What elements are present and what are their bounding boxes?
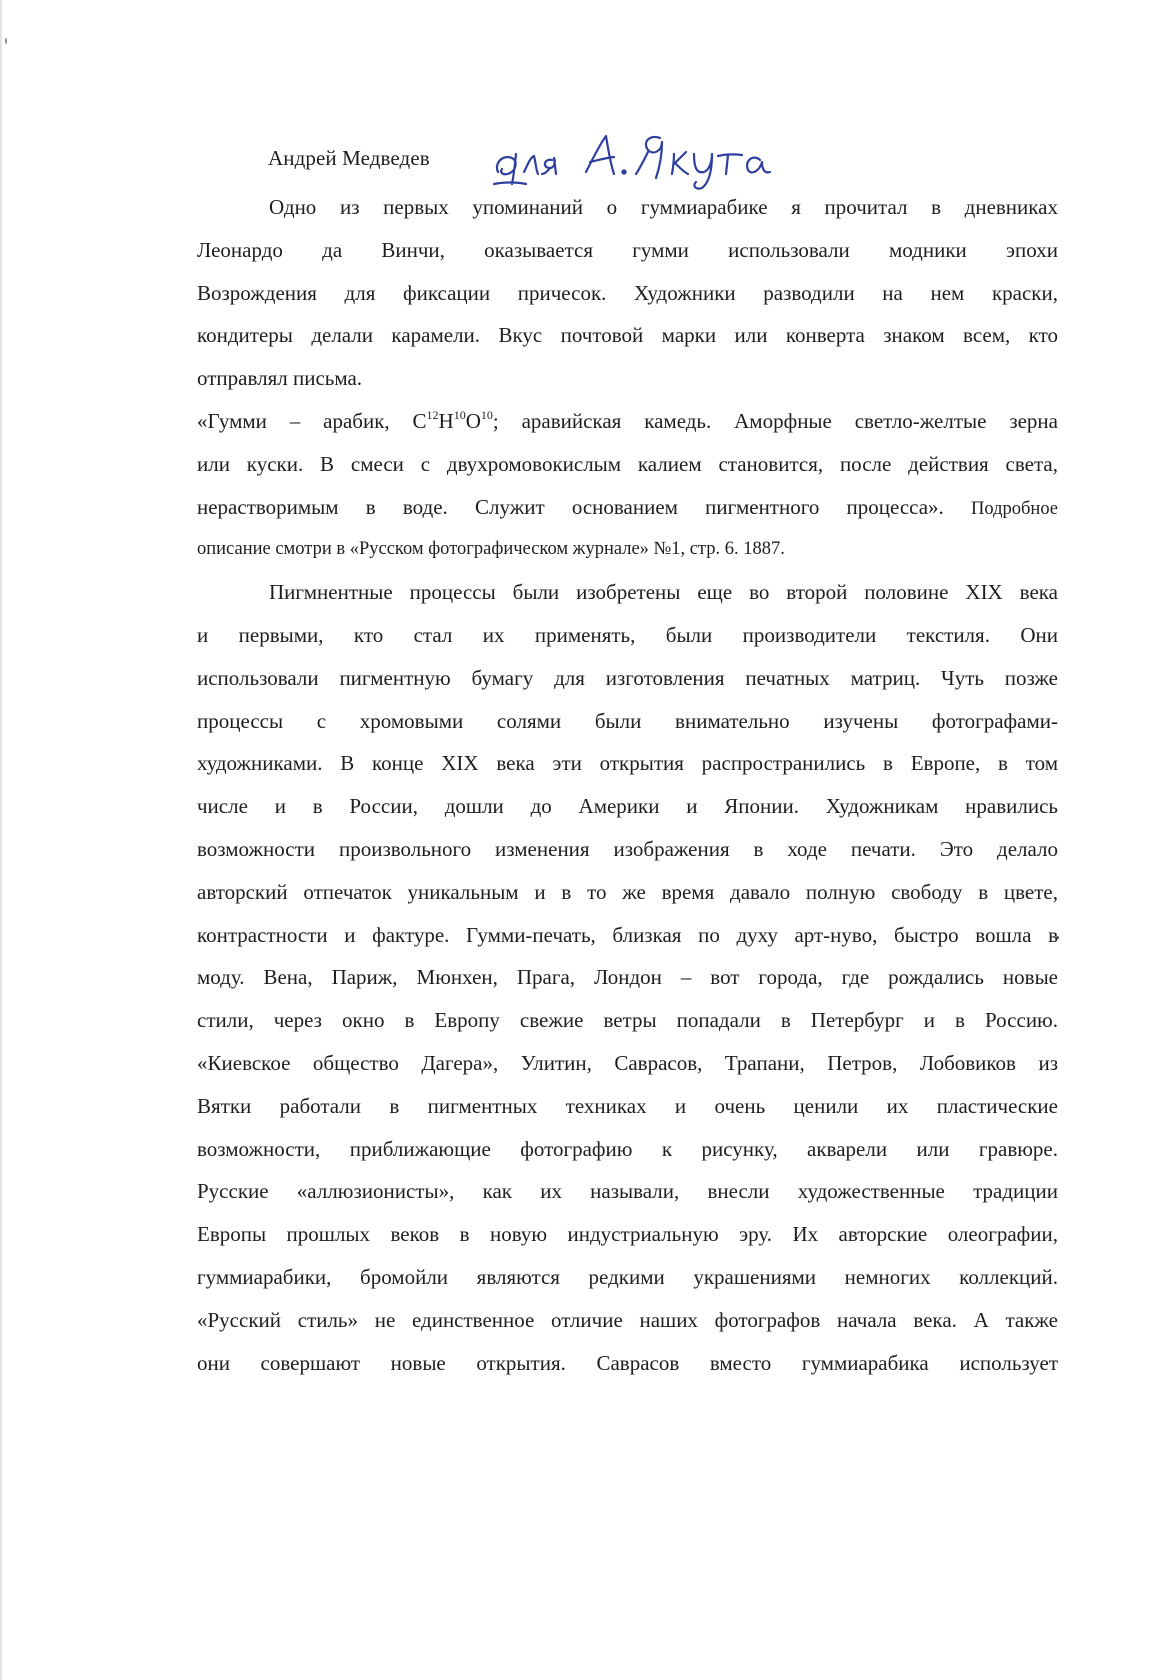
text-line: Возрождения для фиксации причесок. Художники разводили на нем краски,	[197, 280, 1058, 305]
text-line: контрастности и фактуре. Гумми-печать, близкая по духу арт-нуво, быстро вошла в	[197, 922, 1058, 947]
text-line: гуммиарабики, бромойли являются редкими украшениями немногих коллекций.	[197, 1264, 1058, 1289]
scan-speck	[5, 38, 7, 44]
text-line	[197, 486, 1058, 529]
paragraph-gum-arabic-history	[197, 186, 1058, 400]
text-line: числе и в России, дошли до Америки и Японии. Художникам нравились	[197, 794, 1058, 819]
formula-subscript: 12	[426, 407, 439, 422]
text-line: Русские «аллюзионисты», как их называли, внесли художественные традиции	[197, 1179, 1058, 1204]
formula-letter: H	[438, 408, 454, 433]
text-line: Одно из первых упоминаний о гуммиарабике я прочитал в дневниках	[269, 195, 1058, 219]
text-line: отправлял письма.	[197, 366, 363, 391]
text-line: возможности произвольного изменения изображения в ходе печати. Это делало	[197, 836, 1058, 861]
text-line: Европы прошлых веков в новую индустриальную эру. Их авторские олеографии,	[197, 1222, 1058, 1247]
text-line: «Русский стиль» не единственное отличие наших фотографов начала века. А также	[197, 1307, 1058, 1332]
handwritten-dedication	[490, 124, 790, 194]
text-line: использовали пигментную бумагу для изготовления печатных матриц. Чуть позже	[197, 665, 1058, 690]
text-line: они совершают новые открытия. Саврасов вместо гуммиарабика использует	[197, 1350, 1058, 1375]
author-name: Андрей Медведев	[268, 146, 430, 170]
paragraph-quotation	[197, 400, 1058, 571]
text-line: Вятки работали в пигментных техниках и очень ценили их пластические	[197, 1093, 1058, 1118]
quote-end: нерастворимым в воде. Служит основанием пигментного процесса».	[197, 494, 944, 519]
text-line: кондитеры делали карамели. Вкус почтовой марки или конверта знаком всем, кто	[197, 323, 1058, 348]
text-line: процессы с хромовыми солями были внимательно изучены фотографами-	[197, 708, 1058, 733]
text-line: моду. Вена, Париж, Мюнхен, Прага, Лондон – вот города, где рождались новые	[197, 965, 1058, 990]
text-line: стили, через окно в Европу свежие ветры попадали в Петербург и в Россию.	[197, 1008, 1058, 1033]
text-line: Леонардо да Винчи, оказывается гумми использовали модники эпохи	[197, 237, 1058, 262]
text-line: или куски. В смеси с двухромовокислым калием становится, после действия света,	[197, 451, 1058, 476]
paragraph-pigment-processes	[197, 571, 1058, 1384]
text-line: авторский отпечаток уникальным и в то же время давало полную свободу в цвете,	[197, 879, 1058, 904]
text-line: возможности, приближающие фотографию к рисунку, акварели или гравюре.	[197, 1136, 1058, 1161]
reference-note: описание смотри в «Русском фотографическом журнале» №1, стр. 6. 1887.	[197, 539, 785, 560]
text-line: художниками. В конце XIX века эти открытия распространились в Европе, в том	[197, 751, 1058, 776]
document-body	[197, 186, 1058, 1384]
text-line: «Киевское общество Дагера», Улитин, Саврасов, Трапани, Петров, Лобовиков из	[197, 1050, 1058, 1075]
formula-letter: O	[465, 408, 481, 433]
formula-prefix: «Гумми – арабик, C	[197, 408, 427, 433]
formula-subscript: 10	[453, 407, 466, 422]
text-line: и первыми, кто стал их применять, были производители текстиля. Они	[197, 622, 1058, 647]
formula-line	[197, 400, 1058, 443]
reference-note: Подробное	[971, 498, 1059, 519]
scan-edge	[0, 0, 3, 1680]
text-line: Пигмнентные процессы были изобретены еще во второй половине XIX века	[269, 580, 1058, 605]
formula-subscript: 10	[480, 407, 493, 422]
formula-suffix: ; аравийская камедь. Аморфные светло-желтые зерна	[492, 408, 1058, 433]
